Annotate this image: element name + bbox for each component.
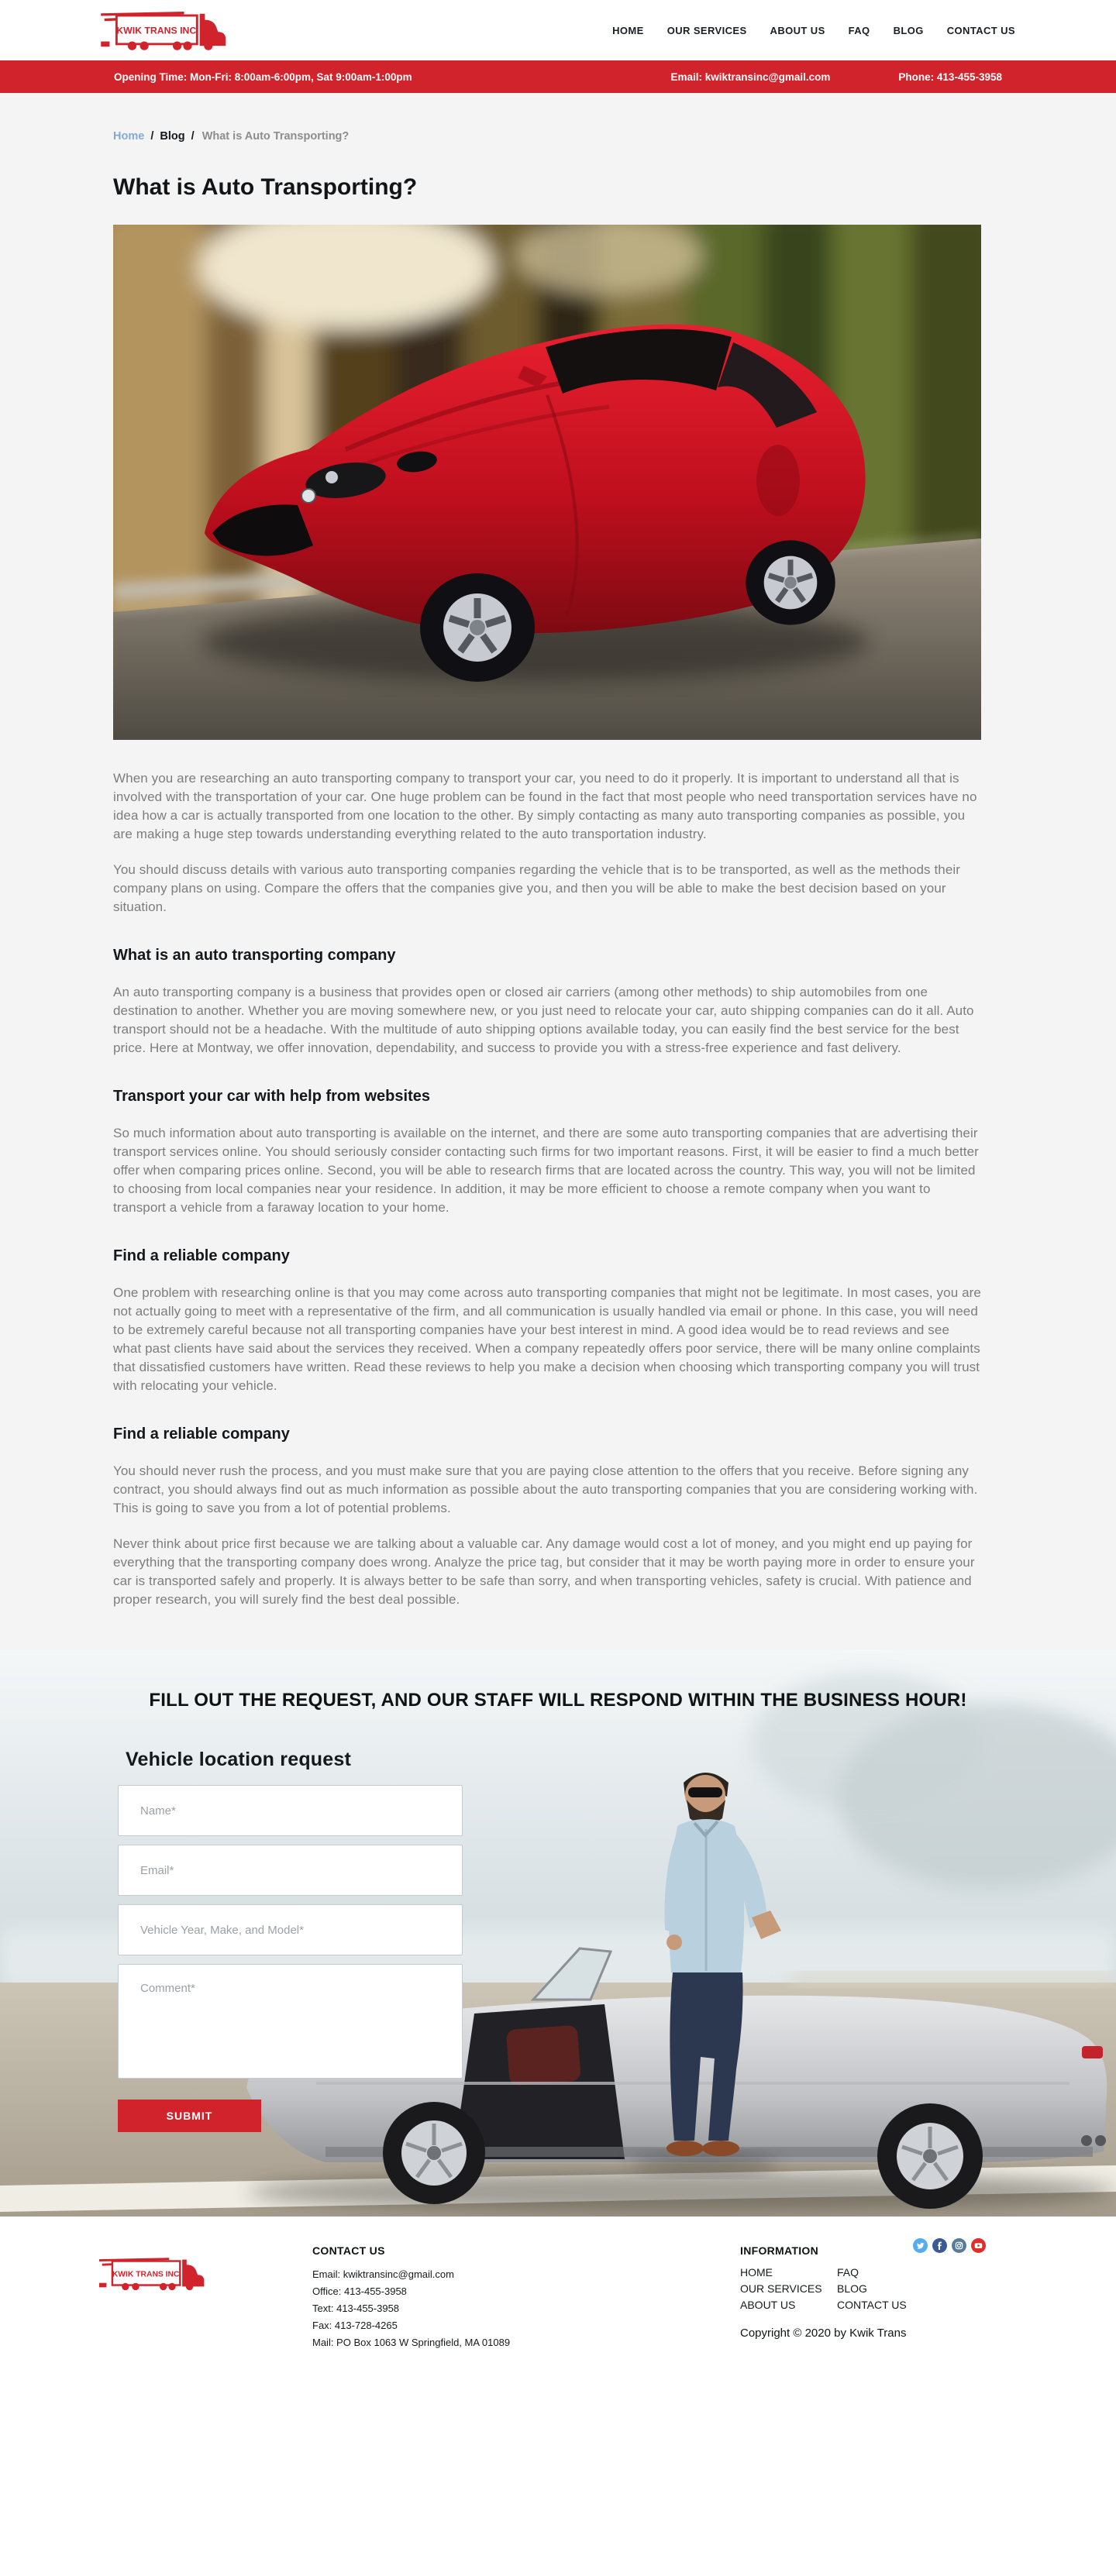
opening-time: Opening Time: Mon-Fri: 8:00am-6:00pm, Sat 9:00am-1:00pm xyxy=(114,71,412,83)
contact-line-text: Text: 413-455-3958 xyxy=(312,2303,400,2314)
contact-line-mail: Mail: PO Box 1063 W Springfield, MA 01089 xyxy=(312,2337,511,2348)
article-paragraph: When you are researching an auto transporting company to transport your car, you need to do it properly. It is important to understand all that is involved with the transportation of your car. One huge problem can be found in the fact that most people who need transportation services have no idea how a car is actually transported from one location to the other. By simply contacting as many auto transporting companies as possible, you are making a huge step towards understanding everything related to the auto transportation industry. xyxy=(113,771,977,841)
request-section xyxy=(0,1649,1116,2217)
article-paragraph: An auto transporting company is a business that provides open or closed air carriers (among other methods) to ship automobiles from one destination to another. Whether you are moving somewhere new, or you just need to relocate your car, auto shipping companies can do it all. Auto transport should not be a headache. With the multitude of auto shipping options available today, you can easily find the best service for the best price. Here at Montway, we offer innovation, dependability, and success to provide you with a stress-free experience and fast delivery. xyxy=(113,985,974,1055)
information-heading: INFORMATION xyxy=(740,2244,819,2257)
article-paragraph: So much information about auto transporting is available on the internet, and there are some auto transporting companies that are advertising their transport services online. You should seriously consider contacting such firms for two important reasons. First, it will be easier to find a much better offer when comparing prices online. Second, you will be able to research firms that are located across the country. This way, you will not be limited to choosing from local companies near your residence. In addition, it may be more efficient to choose a remote company when you want to transport a vehicle from a faraway location to your home. xyxy=(113,1126,979,1215)
truck-logo-icon xyxy=(98,2255,222,2292)
section-heading: What is an auto transporting company xyxy=(113,947,396,964)
footer-link-blog[interactable]: BLOG xyxy=(837,2282,867,2295)
nav-blog[interactable]: BLOG xyxy=(893,24,924,36)
footer-link-contact-us[interactable]: CONTACT US xyxy=(837,2299,907,2311)
logo-text: KWIK TRANS INC xyxy=(116,25,197,36)
footer-link-faq[interactable]: FAQ xyxy=(837,2266,859,2279)
nav-faq[interactable]: FAQ xyxy=(848,24,870,36)
infobar-phone: Phone: 413-455-3958 xyxy=(898,71,1002,83)
nav-home[interactable]: HOME xyxy=(612,24,644,36)
article-paragraph: One problem with researching online is that you may come across auto transporting companies that might not be legitimate. In most cases, you are not actually going to meet with a representative of the firm, and all communication is usually handled via email or phone. In this case, you will need to be extremely careful because not all transporting companies have your best interest in mind. A good idea would be to read reviews and see what past clients have said about the services they received. When a company repeatedly offers poor service, there will be many online complaints that dissatisfied customers have written. Read these reviews to help you make a decision when choosing which transporting company you will trust with relocating your vehicle. xyxy=(113,1285,981,1393)
vehicle-input[interactable] xyxy=(118,1904,463,1955)
main-content xyxy=(0,93,1116,1649)
nav-contact-us[interactable]: CONTACT US xyxy=(946,24,1015,36)
header xyxy=(0,0,1116,60)
instagram-icon[interactable] xyxy=(952,2238,966,2253)
section-heading: Find a reliable company xyxy=(113,1426,290,1443)
footer-information xyxy=(740,2244,907,2315)
breadcrumb-separator: / xyxy=(191,130,195,143)
breadcrumb-home-link[interactable]: Home xyxy=(113,130,145,143)
twitter-icon[interactable] xyxy=(913,2238,928,2253)
footer-logo[interactable] xyxy=(98,2255,222,2296)
comment-input[interactable] xyxy=(118,1964,463,2079)
breadcrumb-blog-link[interactable]: Blog xyxy=(160,130,185,143)
article-paragraph: Never think about price first because we are talking about a valuable car. Any damage would cost a lot of money, and you might end up paying for everything that the transporting company does wrong. Analyze the price tag, but consider that it may be worth paying more in order to ensure your car is transported safely and properly. It is always better to be safe than sorry, and when transporting vehicles, safety is crucial. With patience and proper research, you will surely find the best deal possible. xyxy=(113,1536,975,1607)
red-sports-car-photo xyxy=(113,225,981,740)
contact-line-email: Email: kwiktransinc@gmail.com xyxy=(312,2268,454,2280)
hero-image xyxy=(113,225,981,740)
main-nav xyxy=(612,25,1015,36)
facebook-icon[interactable] xyxy=(932,2238,947,2253)
nav-about-us[interactable]: ABOUT US xyxy=(770,24,825,36)
contact-line-office: Office: 413-455-3958 xyxy=(312,2285,407,2297)
article-paragraph: You should never rush the process, and you must make sure that you are paying close attention to the offers that you receive. Before signing any contract, you should always find out as much information as possible about the auto transporting companies that you are considering working with. This is going to save you from a lot of potential problems. xyxy=(113,1463,978,1515)
vehicle-location-form xyxy=(118,1749,463,2132)
section-heading: Transport your car with help from websites xyxy=(113,1088,430,1105)
footer-link-home[interactable]: HOME xyxy=(740,2266,773,2279)
logo[interactable] xyxy=(99,9,246,52)
logo-text: KWIK TRANS INC xyxy=(112,2270,180,2279)
info-bar xyxy=(0,60,1116,93)
footer-link-our-services[interactable]: OUR SERVICES xyxy=(740,2282,822,2295)
contact-heading: CONTACT US xyxy=(312,2244,385,2257)
name-input[interactable] xyxy=(118,1785,463,1836)
request-banner: FILL OUT THE REQUEST, AND OUR STAFF WILL RESPOND WITHIN THE BUSINESS HOUR! xyxy=(149,1690,967,1711)
form-title: Vehicle location request xyxy=(126,1749,352,1770)
truck-logo-icon xyxy=(99,9,246,52)
article-body xyxy=(113,769,981,1609)
contact-line-fax: Fax: 413-728-4265 xyxy=(312,2320,398,2331)
article-paragraph: You should discuss details with various auto transporting companies regarding the vehicle that is to be transported, as well as the methods their company plans on using. Compare the offers that the companies give you, and then you will be able to make the best decision based on your situation. xyxy=(113,862,961,914)
copyright: Copyright © 2020 by Kwik Trans xyxy=(740,2327,907,2340)
email-input[interactable] xyxy=(118,1845,463,1896)
page-title: What is Auto Transporting? xyxy=(113,174,418,200)
breadcrumb xyxy=(113,130,981,144)
youtube-icon[interactable] xyxy=(971,2238,986,2253)
submit-button[interactable]: SUBMIT xyxy=(118,2100,261,2132)
nav-our-services[interactable]: OUR SERVICES xyxy=(666,24,747,36)
social-icons xyxy=(913,2238,986,2253)
section-heading: Find a reliable company xyxy=(113,1247,290,1264)
infobar-email-link[interactable]: Email: kwiktransinc@gmail.com xyxy=(670,71,831,83)
footer-contact xyxy=(312,2244,510,2351)
breadcrumb-current: What is Auto Transporting? xyxy=(202,130,350,143)
footer xyxy=(0,2217,1116,2374)
breadcrumb-separator: / xyxy=(150,130,154,143)
footer-link-about-us[interactable]: ABOUT US xyxy=(740,2299,796,2311)
